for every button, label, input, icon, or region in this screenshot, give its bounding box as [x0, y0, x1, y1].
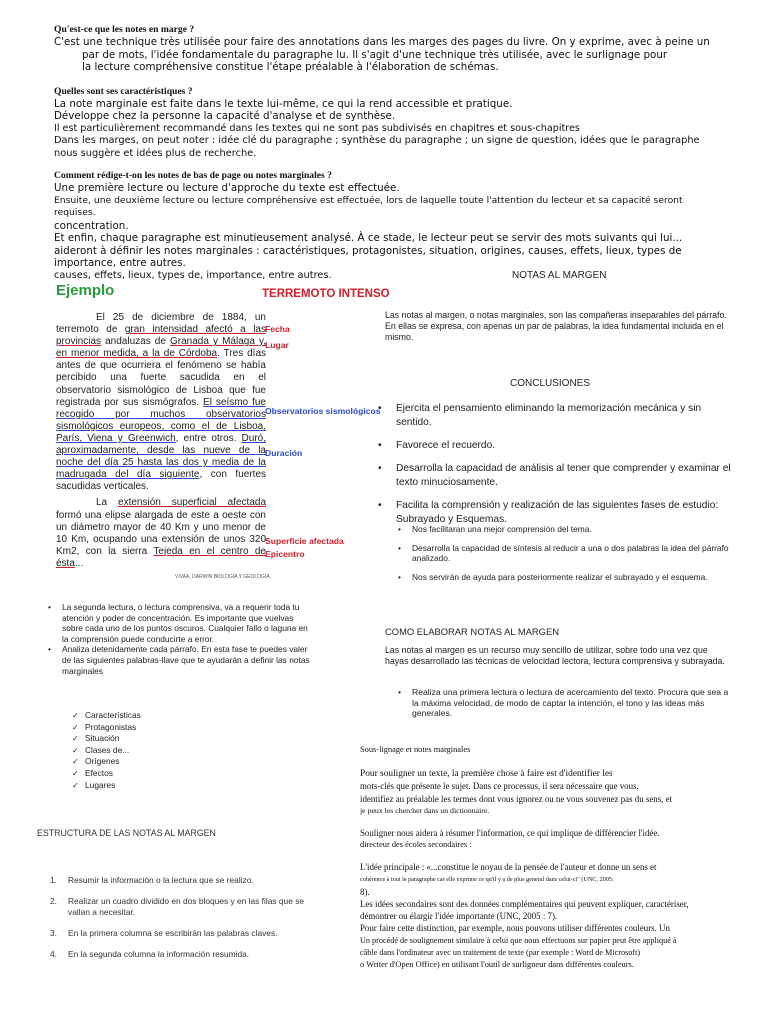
- notas-title: NOTAS AL MARGEN: [512, 270, 607, 281]
- como-body: Las notas al margen es un recurso muy sencillo de utilizar, sobre todo una vez que hayas desarrollado las técnicas de velocidad lectora, lectura comprensiva y subrayada.: [385, 645, 725, 666]
- notas-body: Las notas al margen, o notas marginales, son las compañeras inseparables del párrafo. En ellas se expresa, con apenas un par de palabras, la idea fundamental incluida en el mismo.: [385, 310, 727, 342]
- question-heading: Qu'est-ce que les notes en marge ?: [54, 24, 195, 35]
- list-item: 2. Realizar un cuadro dividido en dos bloques y en las filas que se vallan a necesitar.: [50, 896, 305, 917]
- paragraph: Il est particulièrement recommandé dans les textes qui ne sont pas subdivisés en chapitres et sous-chapitres: [54, 122, 580, 134]
- list-item: • Nos facilitaran una mejor comprensión del tema.: [398, 524, 734, 535]
- list-item: • Ejercita el pensamiento eliminando la memorización mecánica y sin sentido.: [378, 402, 734, 430]
- list-item: • Realiza una primera lectura o lectura de acercamiento del texto. Procura que sea a la máxima velocidad, de modo de captar la intención, el tono y las ideas más generales.: [398, 687, 734, 719]
- list-item: 4. En la segunda columna la información resumida.: [50, 949, 250, 959]
- margin-note-duracion: Duración: [265, 448, 303, 458]
- paragraph: La note marginale est faite dans le texte lui-même, ce qui la rend accessible et pratique.: [54, 97, 513, 110]
- conclusiones-list: [378, 402, 734, 527]
- example-text: El 25 de diciembre de 1884, un terremoto de gran intensidad afectó a las provincias andaluzas de Granada y Málaga y, en menor medida, a la de Córdoba. Tres días antes de que ocurriera el fenómeno se había percibido una fuerte sacudida en el observatorio sismológico de Lisboa que fue registrada por sus sismógrafos. El seísmo fue recogido por muchos observatorios sismológicos europeos, como el de Lisboa, París, Viena y Greenwich, entre otros. Duró, aproximadamente, desde las nueve de la noche del día 25 hasta las dos y media de la madrugada del día siguiente, con fuertes sacudidas verticales. La extensión superficial afectada formó una elipse alargada de este a oeste con un diámetro mayor de 40 Km y uno menor de 10 Km, ocupando una extensión de unos 320 Km2, con la sierra Tejeda en el centro de ésta...: [56, 312, 267, 569]
- paragraph: identifiez au préalable les termes dont vous ignorez ou ne vous souvenez pas du sens, et: [360, 793, 673, 804]
- paragraph: Un procédé de soulignement similaire à celui que nous effectuons sur papier peut être appliqué à: [360, 935, 677, 945]
- example-credit: VIVAA, DARWIN BIOLOGÍA Y GEOLOGÍA: [175, 574, 270, 580]
- paragraph: démontrer ou élargir l'idée importante (UNC, 2005 : 7).: [360, 911, 558, 922]
- reading-tips: [48, 602, 314, 676]
- list-item: • Analiza detenidamente cada párrafo. En esta fase te puedes valer de las siguientes palabras-llave que te ayudarán a definir las notas marginales: [48, 644, 314, 676]
- estructura-list: [50, 875, 312, 970]
- list-item: ✓ Lugares: [72, 780, 141, 792]
- margin-note-lugar: Lugar: [265, 340, 289, 350]
- conclusiones-title: CONCLUSIONES: [510, 378, 591, 389]
- list-item: • Nos servirán de ayuda para posteriormente realizar el subrayado y el esquema.: [398, 572, 734, 583]
- souslignage-section: [360, 744, 712, 971]
- paragraph: directeur des écoles secondaires :: [360, 840, 472, 850]
- como-title: COMO ELABORAR NOTAS AL MARGEN: [385, 626, 559, 637]
- paragraph: concentration.: [54, 219, 129, 232]
- list-item: • Favorece el recuerdo.: [378, 439, 734, 453]
- paragraph: je peux les chercher dans un dictionnaire.: [360, 805, 490, 815]
- margin-note-fecha: Fecha: [265, 324, 290, 334]
- paragraph: câble dans l'ordinateur avec un traitement de texte (par exemple : Word de Microsoft): [360, 947, 641, 957]
- paragraph: C'est une technique très utilisée pour faire des annotations dans les marges des pages du livre. On y exprime, avec à peine un: [54, 36, 710, 48]
- list-item: • Desarrolla la capacidad de síntesis al reducir a una o dos palabras la idea del párrafo analizado.: [398, 543, 734, 564]
- keyword-checklist: [72, 710, 141, 791]
- list-item: 3. En la primera columna se escribirán las palabras claves.: [50, 928, 278, 938]
- estructura-title: ESTRUCTURA DE LAS NOTAS AL MARGEN: [37, 828, 216, 838]
- paragraph: L'idée principale : «...constitue le noyau de la pensée de l'auteur et donne un sens et: [360, 862, 657, 873]
- paragraph: mots-clés que présente le sujet. Dans ce processus, il sera nécessaire que vous.: [360, 781, 639, 792]
- paragraph: Souligner nous aidera à résumer l'information, ce qui implique de différencier l'idée.: [360, 828, 660, 839]
- paragraph: Pour souligner un texte, la première chose à faire est d'identifier les: [360, 769, 613, 780]
- como-list: [398, 687, 734, 719]
- question-heading: Comment rédige-t-on les notes de bas de page ou notes marginales ?: [54, 170, 332, 181]
- list-item: ✓ Situación: [72, 733, 141, 745]
- list-item: ✓ Clases de...: [72, 745, 141, 757]
- example-label: Ejemplo: [56, 282, 115, 299]
- paragraph: Et enfin, chaque paragraphe est minutieusement analysé. À ce stade, le lecteur peut se servir des mots suivants qui lui...: [54, 232, 683, 244]
- paragraph: o Writer d'Open Office) en utilisant l'outil de surligneur dans différentes couleurs.: [360, 960, 634, 970]
- paragraph: causes, effets, lieux, types de, importance, entre autres.: [54, 269, 332, 281]
- conclusiones-sublist: [398, 524, 734, 582]
- list-item: • La segunda lectura, o lectura comprensiva, va a requerir toda tu atención y poder de concentración. Es importante que vuelvas sobre cada uno de los puntos oscuros. Cualquier fallo o laguna en la comprensión puede conducirte a error.: [48, 602, 314, 644]
- paragraph: Développe chez la personne la capacité d'analyse et de synthèse.: [54, 110, 396, 122]
- paragraph: Ensuite, une deuxième lecture ou lecture compréhensive est effectuée, lors de laquelle toute l'attention du lecteur et sa capacité seront requises.: [54, 194, 683, 218]
- paragraph: cohérence à tout le paragraphe car elle exprime ce qu'il y a de plus general dans celui-ci" (UNC, 2005:: [360, 875, 614, 883]
- margin-note-observatorios: Observatorios sismológicos: [265, 406, 381, 416]
- list-item: ✓ Protagonistas: [72, 722, 141, 734]
- paragraph: aideront à définir les notes marginales : caractéristiques, protagonistes, situation, origines, causes, effets, lieux, types de importance, entre autres.: [54, 244, 682, 269]
- list-item: • Desarrolla la capacidad de análisis al tener que comprender y examinar el texto minuciosamente.: [378, 462, 734, 490]
- margin-note-superficie: Superficie afectada: [265, 536, 344, 546]
- paragraph: 8).: [360, 886, 370, 897]
- paragraph: Dans les marges, on peut noter : idée clé du paragraphe ; synthèse du paragraphe ; un signe de question, idées que le paragraphe nous suggère et idées plus de recherche.: [54, 135, 700, 159]
- list-item: • Facilita la comprensión y realización de las siguientes fases de estudio: Subrayado y Esquemas.: [378, 499, 734, 527]
- paragraph: la lecture compréhensive constitue l'étape préalable à l'élaboration de schémas.: [82, 61, 499, 73]
- intro-section: [54, 24, 722, 282]
- question-heading: Quelles sont ses caractéristiques ?: [54, 85, 193, 97]
- paragraph: Les idées secondaires sont des données complémentaires qui peuvent expliquer, caractériser,: [360, 899, 689, 910]
- list-item: ✓ Características: [72, 710, 141, 722]
- section-title: Sous-lignage et notes marginales: [360, 745, 471, 754]
- margin-note-epicentro: Epicentro: [265, 549, 305, 559]
- list-item: ✓ Efectos: [72, 768, 141, 780]
- list-item: 1. Resumir la información o la lectura que se realizo.: [50, 875, 254, 885]
- list-item: ✓ Orígenes: [72, 756, 141, 768]
- paragraph: par de mots, l'idée fondamentale du paragraphe lu. Il s'agit d'une technique très utilisée, avec le surlignage pour: [82, 48, 668, 61]
- example-title: TERREMOTO INTENSO: [262, 288, 390, 300]
- paragraph: Une première lecture ou lecture d'approche du texte est effectuée.: [54, 182, 400, 194]
- paragraph: Pour faire cette distinction, par exemple, nous pouvons utiliser différentes couleurs. Un: [360, 923, 670, 934]
